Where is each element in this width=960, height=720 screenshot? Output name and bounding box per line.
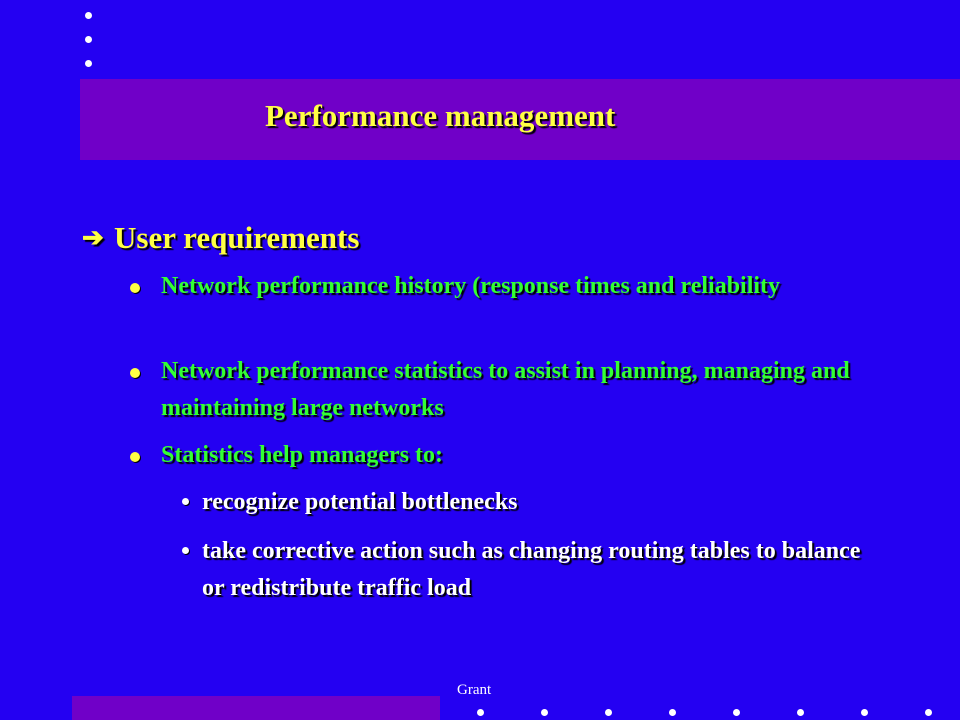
right-arrow-icon: ➔ (82, 223, 104, 252)
decor-dot (925, 709, 932, 716)
section-heading-label: User requirements (114, 220, 360, 255)
sub-bullet-dot-icon (182, 547, 189, 554)
bullet-dot-icon (130, 283, 140, 293)
decor-dot (861, 709, 868, 716)
decor-dot (797, 709, 804, 716)
section-heading (82, 220, 359, 256)
decor-dot (605, 709, 612, 716)
sub-bullet-text: take corrective action such as changing routing tables to balance or redistribute traffic load (202, 538, 861, 601)
bullet-dot-icon (130, 368, 140, 378)
footer-author: Grant (457, 682, 492, 698)
decor-dot (733, 709, 740, 716)
bullet-dot-icon (130, 452, 140, 462)
decor-dot (85, 12, 92, 19)
bottom-band (72, 696, 440, 720)
decor-dot (85, 60, 92, 67)
bullet-text: Network performance statistics to assist in planning, managing and maintaining large networks (161, 358, 850, 421)
decor-dot (669, 709, 676, 716)
decor-dot (477, 709, 484, 716)
sub-bullet-text: recognize potential bottlenecks (202, 489, 518, 515)
decor-dot (85, 36, 92, 43)
bullet-text: Network performance history (response times and reliability (161, 273, 781, 299)
bullet-text: Statistics help managers to: (161, 442, 443, 468)
sub-bullet-dot-icon (182, 498, 189, 505)
decor-dot (541, 709, 548, 716)
slide-title: Performance management (265, 98, 616, 133)
